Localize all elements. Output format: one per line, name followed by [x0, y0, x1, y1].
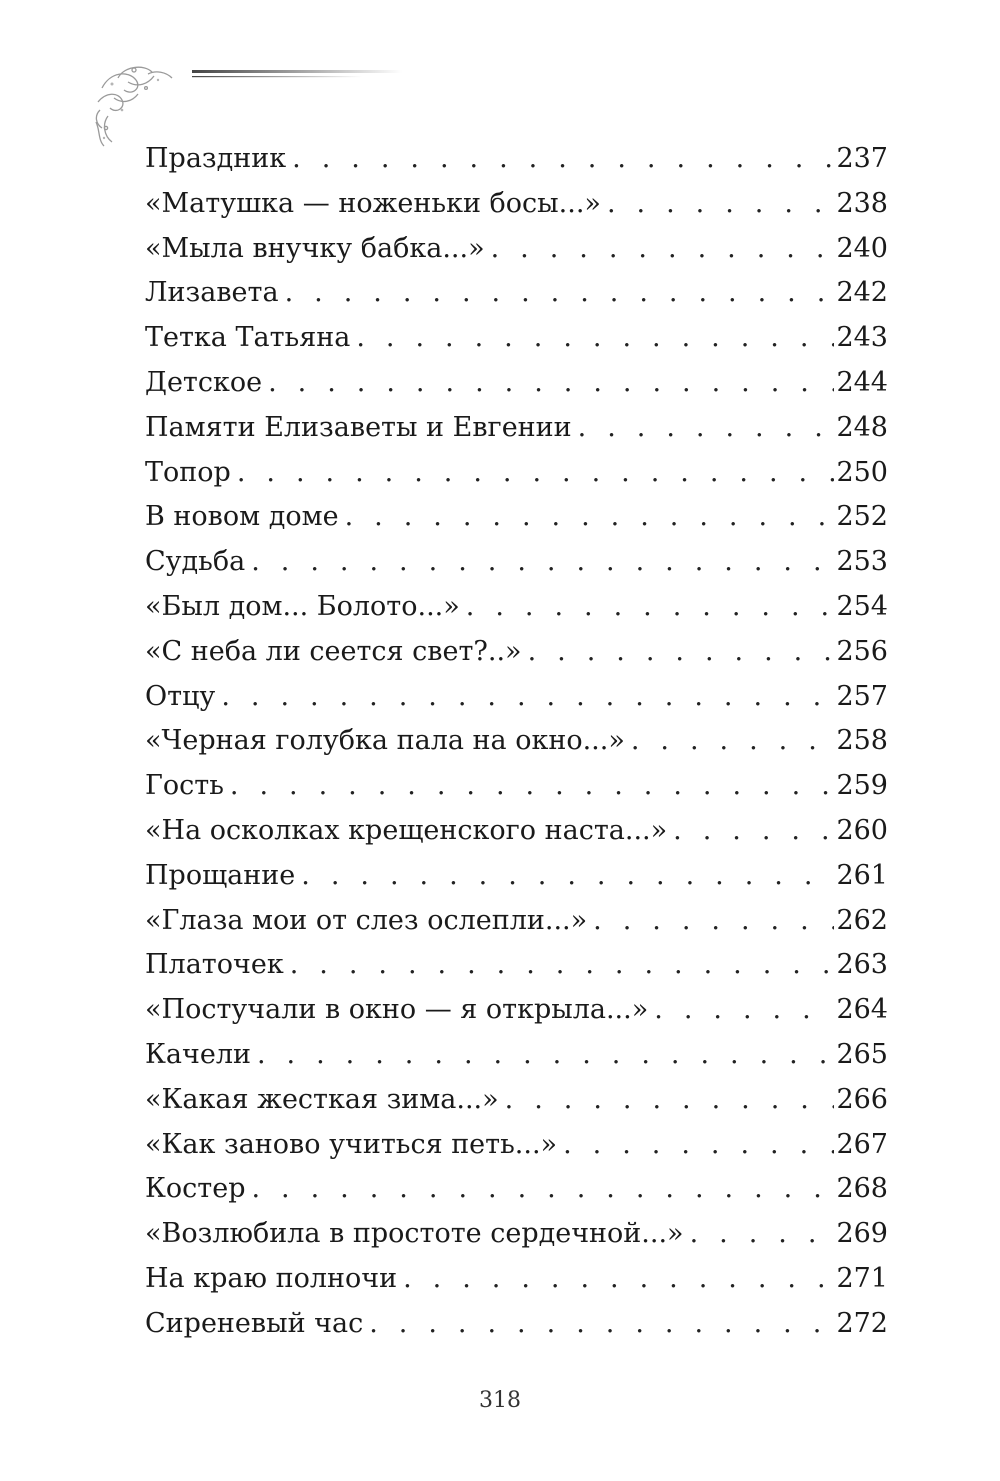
toc-entry	[145, 137, 888, 182]
toc-entry-title: Топор	[145, 456, 231, 488]
toc-entry-page: 266	[836, 1083, 888, 1115]
toc-entry	[145, 182, 888, 227]
dot-leader	[528, 630, 835, 675]
toc-entry-page: 248	[836, 411, 888, 443]
dot-leader	[593, 899, 834, 944]
toc-entry-page: 259	[836, 770, 888, 802]
toc-entry	[145, 1257, 888, 1302]
toc-entry	[145, 406, 888, 451]
toc-entry-title: Тетка Татьяна	[145, 322, 351, 354]
toc-entry	[145, 1078, 888, 1123]
toc-entry	[145, 854, 888, 899]
dot-leader	[563, 1123, 834, 1168]
toc-entry-title: «Какая жесткая зима...»	[145, 1083, 499, 1115]
dot-leader	[301, 854, 834, 899]
toc-entry	[145, 1167, 888, 1212]
toc-entry-title: Детское	[145, 366, 263, 398]
dot-leader	[673, 809, 834, 854]
toc-entry-page: 243	[836, 322, 888, 354]
toc-entry-title: «На осколках крещенского наста...»	[145, 814, 668, 846]
toc-entry-page: 268	[836, 1173, 888, 1205]
toc-entry-title: «Мыла внучку бабка...»	[145, 232, 485, 264]
toc-entry-page: 256	[836, 635, 888, 667]
toc-entry-page: 257	[836, 680, 888, 712]
toc-entry-page: 261	[836, 859, 888, 891]
toc-entry-page: 250	[836, 456, 888, 488]
dot-leader	[690, 1212, 835, 1257]
toc-entry	[145, 1033, 888, 1078]
toc-entry	[145, 719, 888, 764]
toc-entry-page: 237	[836, 143, 888, 174]
toc-entry-page: 244	[836, 366, 888, 398]
toc-entry-title: «Был дом... Болото...»	[145, 590, 460, 622]
dot-leader	[369, 1302, 834, 1347]
toc-entry	[145, 675, 888, 720]
toc-entry-title: «Матушка — ноженьки босы...»	[145, 187, 601, 219]
toc-entry-page: 267	[836, 1128, 888, 1160]
toc-entry-page: 258	[836, 725, 888, 757]
toc-entry-page: 272	[836, 1307, 888, 1339]
toc-entry-title: «Как заново учиться петь...»	[145, 1128, 558, 1160]
dot-leader	[268, 361, 834, 406]
toc-entry-title: «Постучали в окно — я открыла...»	[145, 994, 649, 1026]
toc-entry-title: Гость	[145, 770, 224, 802]
dot-leader	[578, 406, 835, 451]
dot-leader	[505, 1078, 835, 1123]
toc-entry-title: «Черная голубка пала на окно...»	[145, 725, 625, 757]
dot-leader	[403, 1257, 834, 1302]
toc-entry-page: 254	[836, 590, 888, 622]
toc-entry-page: 271	[836, 1262, 888, 1294]
toc-entry	[145, 809, 888, 854]
dot-leader	[237, 451, 835, 496]
toc-entry-page: 260	[836, 814, 888, 846]
toc-entry-page: 238	[836, 187, 888, 219]
toc-entry-page: 264	[836, 994, 888, 1026]
toc-entry-title: «Глаза мои от слез ослепли...»	[145, 904, 588, 936]
dot-leader	[221, 675, 834, 720]
toc-entry	[145, 1212, 888, 1257]
toc-entry	[145, 630, 888, 675]
toc-entry	[145, 1302, 888, 1347]
toc-entry	[145, 451, 888, 496]
dot-leader	[607, 182, 835, 227]
dot-leader	[466, 585, 835, 630]
toc-entry	[145, 1123, 888, 1168]
toc-entry-title: «Возлюбила в простоте сердечной...»	[145, 1218, 684, 1250]
toc-entry-title: Отцу	[145, 680, 216, 712]
toc-entry	[145, 943, 888, 988]
toc-entry-title: Судьба	[145, 546, 246, 578]
toc-entry-title: Костер	[145, 1173, 246, 1205]
dot-leader	[251, 1167, 834, 1212]
toc-entry-title: На краю полночи	[145, 1262, 398, 1294]
toc-entry	[145, 899, 888, 944]
dot-leader	[654, 988, 834, 1033]
toc-entry	[145, 316, 888, 361]
toc-entry-title: Праздник	[145, 143, 287, 174]
toc-entry	[145, 585, 888, 630]
dot-leader	[257, 1033, 834, 1078]
toc-entry	[145, 227, 888, 272]
page-number: 318	[479, 1388, 521, 1413]
toc-entry-title: Памяти Елизаветы и Евгении	[145, 411, 572, 443]
toc-entry	[145, 540, 888, 585]
dot-leader	[290, 943, 835, 988]
toc-entry	[145, 271, 888, 316]
toc-entry-title: В новом доме	[145, 501, 339, 533]
table-of-contents	[145, 137, 888, 1347]
dot-leader	[230, 764, 835, 809]
toc-entry-title: «С неба ли сеется свет?..»	[145, 635, 522, 667]
toc-entry-title: Качели	[145, 1038, 251, 1070]
toc-entry-title: Платочек	[145, 949, 284, 981]
toc-entry-title: Прощание	[145, 859, 296, 891]
toc-entry-page: 269	[836, 1218, 888, 1250]
toc-entry-title: Сиреневый час	[145, 1307, 364, 1339]
dot-leader	[251, 540, 834, 585]
toc-entry	[145, 495, 888, 540]
toc-entry-page: 253	[836, 546, 888, 578]
toc-entry-page: 242	[836, 277, 888, 309]
dot-leader	[631, 719, 835, 764]
toc-entry	[145, 764, 888, 809]
toc-entry-page: 262	[836, 904, 888, 936]
toc-entry-page: 265	[836, 1038, 888, 1070]
dot-leader	[356, 316, 834, 361]
dot-leader	[292, 137, 834, 182]
dot-leader	[491, 227, 835, 272]
toc-entry-title: Лизавета	[145, 277, 279, 309]
dot-leader	[345, 495, 835, 540]
toc-entry	[145, 988, 888, 1033]
toc-entry-page: 263	[836, 949, 888, 981]
toc-entry	[145, 361, 888, 406]
toc-entry-page: 252	[836, 501, 888, 533]
dot-leader	[285, 271, 835, 316]
toc-entry-page: 240	[836, 232, 888, 264]
